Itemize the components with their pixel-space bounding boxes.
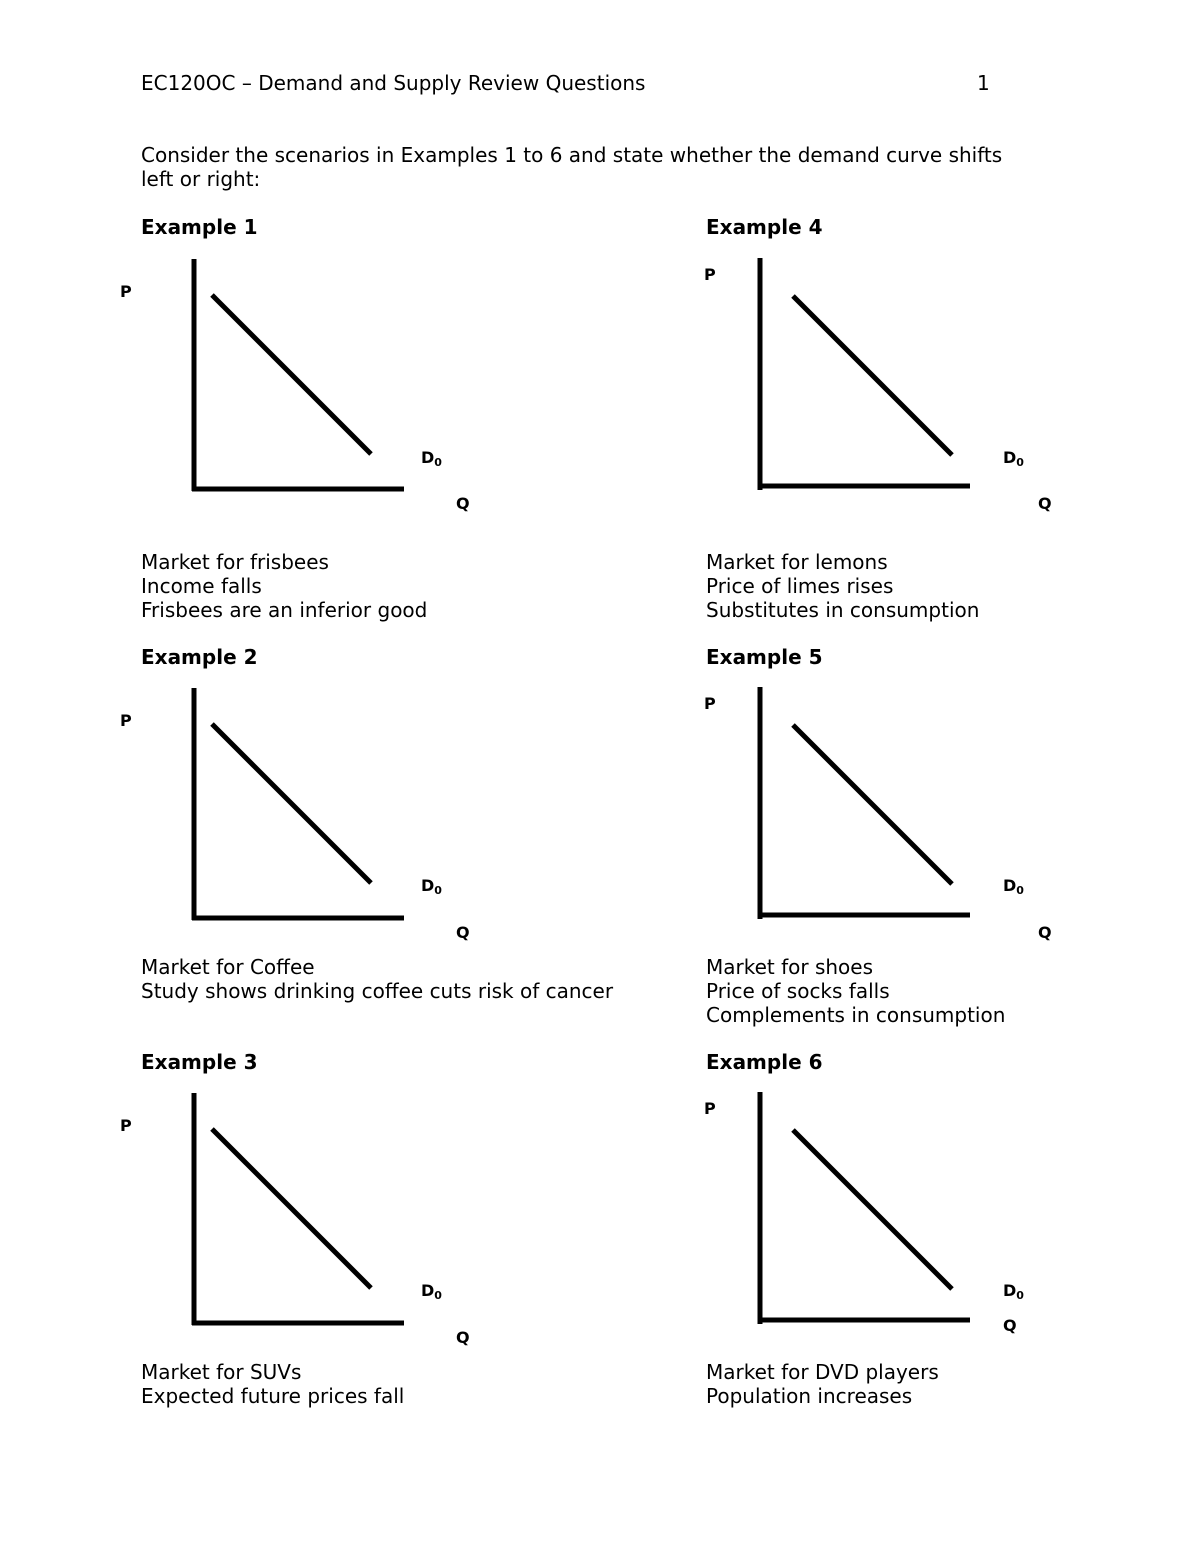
instructions-line-1: Consider the scenarios in Examples 1 to 6 and state whether the demand curve shifts [141,143,1003,167]
example-3-title: Example 3 [141,1050,258,1074]
example-4-title: Example 4 [706,215,823,239]
example-3-price-label: P [120,1116,132,1135]
demand-curve [212,295,371,454]
example-6-price-label: P [704,1099,716,1118]
example-2-title: Example 2 [141,645,258,669]
example-5-description: Market for shoes Price of socks falls Complements in consumption [706,955,1006,1027]
instructions-line-2: left or right: [141,167,261,191]
example-3-description: Market for SUVs Expected future prices fall [141,1360,405,1408]
instructions [141,143,1002,191]
example-2-quantity-label: Q [456,923,470,942]
example-4-demand-label: $D_0$ [1003,448,1024,469]
example-1-demand-graph [188,255,418,495]
example-4-description: Market for lemons Price of limes rises Substitutes in consumption [706,550,980,622]
example-5-demand-label: $D_0$ [1003,876,1024,897]
example-4-price-label: P [704,265,716,284]
example-2-description: Market for Coffee Study shows drinking coffee cuts risk of cancer [141,955,614,1003]
example-3-quantity-label: Q [456,1328,470,1347]
example-1-title: Example 1 [141,215,258,239]
example-5-price-label: P [704,694,716,713]
example-2-demand-graph [188,684,418,924]
example-1-quantity-label: Q [456,494,470,513]
demand-curve [793,296,952,455]
example-5-quantity-label: Q [1038,923,1052,942]
example-4-demand-graph [754,254,984,494]
example-6-demand-graph [754,1088,984,1328]
demand-curve [212,1129,371,1288]
example-5-demand-graph [754,683,984,923]
example-2-price-label: P [120,711,132,730]
demand-curve [793,1130,952,1289]
document-title: EC120OC – Demand and Supply Review Questions [141,71,646,95]
example-5-title: Example 5 [706,645,823,669]
demand-curve [212,724,371,883]
example-2-demand-label: $D_0$ [421,876,442,897]
example-6-demand-label: $D_0$ [1003,1281,1024,1302]
example-4-quantity-label: Q [1038,494,1052,513]
example-1-description: Market for frisbees Income falls Frisbees are an inferior good [141,550,428,622]
example-1-price-label: P [120,282,132,301]
example-3-demand-graph [188,1089,418,1329]
example-6-description: Market for DVD players Population increases [706,1360,939,1408]
example-1-demand-label: $D_0$ [421,448,442,469]
page-number: 1 [977,71,990,95]
example-6-title: Example 6 [706,1050,823,1074]
example-6-quantity-label: Q [1003,1316,1017,1335]
demand-curve [793,725,952,884]
example-3-demand-label: $D_0$ [421,1281,442,1302]
